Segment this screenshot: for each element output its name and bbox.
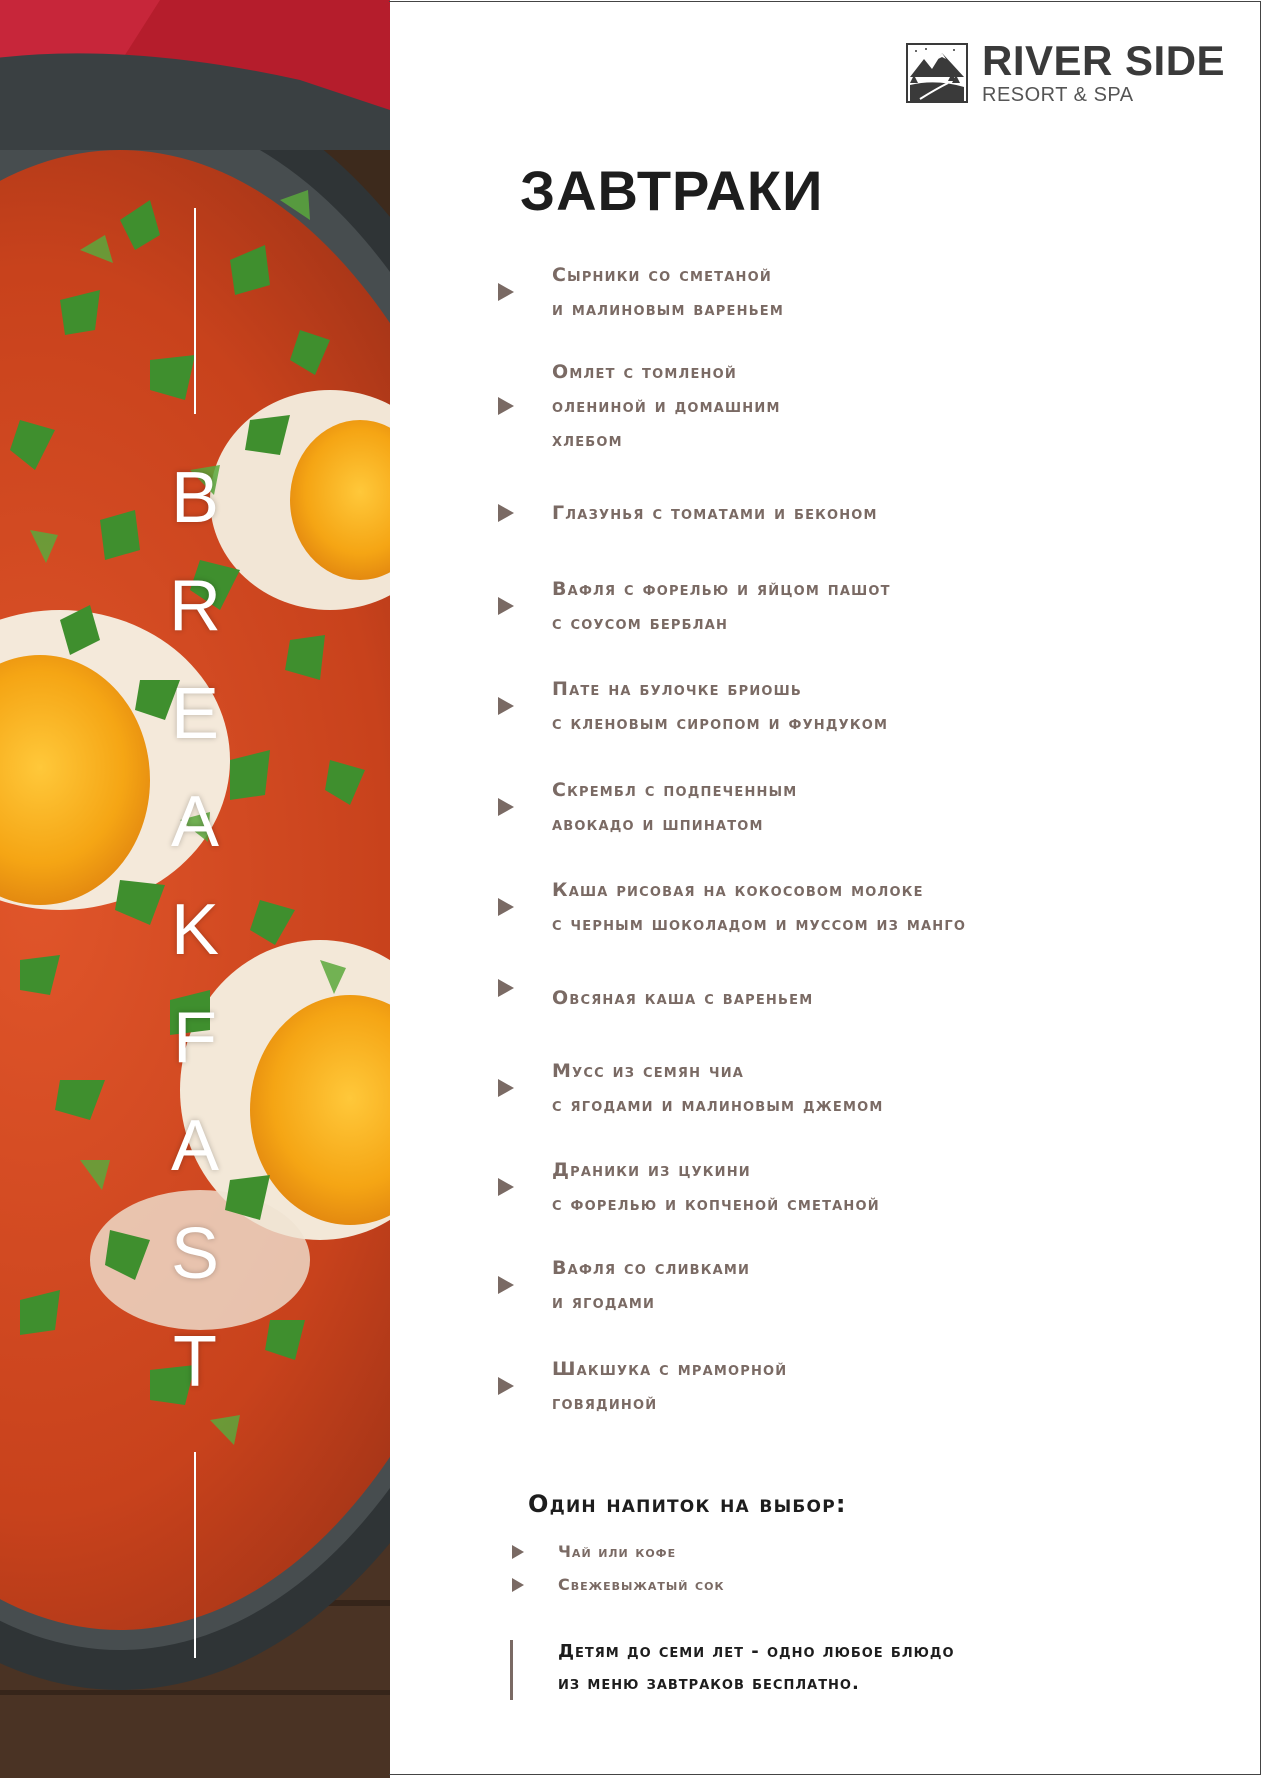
decorative-line-bottom	[194, 1452, 196, 1658]
menu-item	[498, 1153, 1138, 1221]
bullet-arrow-icon	[498, 504, 514, 522]
side-letter: B	[170, 458, 220, 538]
menu-item-line: с соусом берблан	[552, 612, 729, 634]
menu-item-line: авокадо и шпинатом	[552, 813, 764, 835]
menu-item	[498, 1251, 1138, 1319]
side-letter: T	[173, 1322, 217, 1402]
bullet-arrow-icon	[498, 397, 514, 415]
bullet-arrow-icon	[498, 798, 514, 816]
drink-label: Чай или кофе	[558, 1542, 677, 1561]
side-letter: A	[170, 1106, 220, 1186]
side-letter: R	[169, 566, 221, 646]
children-note	[558, 1636, 955, 1700]
side-letter: E	[170, 674, 220, 754]
menu-item-line: Каша рисовая на кокосовом молоке	[552, 879, 924, 901]
drink-label: Свежевыжатый сок	[558, 1575, 725, 1594]
menu-item-line: олениной и домашним	[552, 395, 781, 417]
bullet-arrow-icon	[498, 597, 514, 615]
drinks-title: Один напиток на выбор:	[528, 1490, 847, 1518]
drink-item	[512, 1574, 724, 1596]
breakfast-vertical-word	[150, 458, 240, 1434]
menu-item-line: и ягодами	[552, 1291, 656, 1313]
logo-subtitle: RESORT & SPA	[982, 84, 1134, 106]
menu-item-line: Вафля с форелью и яйцом пашот	[552, 578, 891, 600]
menu-item	[498, 572, 1138, 640]
note-line: Детям до семи лет - одно любое блюдо	[558, 1641, 955, 1662]
menu-item-line: Шакшука с мраморной	[552, 1358, 788, 1380]
menu-item-line: Мусс из семян чиа	[552, 1060, 745, 1082]
bullet-arrow-icon	[498, 1079, 514, 1097]
menu-item	[498, 355, 1138, 457]
menu-item	[498, 773, 1138, 841]
note-line: из меню завтраков бесплатно.	[558, 1673, 860, 1694]
menu-item-line: Сырники со сметаной	[552, 264, 772, 286]
menu-item	[498, 496, 1138, 530]
menu-item-line: с кленовым сиропом и фундуком	[552, 712, 889, 734]
menu-item-line: Скрембл с подпеченным	[552, 779, 798, 801]
bullet-arrow-icon	[498, 283, 514, 301]
menu-item-line: Пате на булочке бриошь	[552, 678, 803, 700]
menu-item	[498, 1352, 1138, 1420]
menu-item-line: с ягодами и малиновым джемом	[552, 1094, 884, 1116]
drink-item	[512, 1541, 676, 1563]
bullet-arrow-icon	[498, 979, 514, 997]
bullet-arrow-icon	[512, 1545, 524, 1559]
bullet-arrow-icon	[498, 1276, 514, 1294]
side-letter: F	[173, 998, 217, 1078]
menu-item	[498, 1054, 1138, 1122]
resort-logo	[906, 37, 1226, 106]
menu-item-line: и малиновым вареньем	[552, 298, 785, 320]
side-letter: S	[170, 1214, 220, 1294]
menu-item-line: Глазунья с томатами и беконом	[552, 502, 878, 524]
bullet-arrow-icon	[498, 898, 514, 916]
logo-name: RIVER SIDE	[982, 37, 1226, 84]
menu-item-line: говядиной	[552, 1392, 658, 1414]
bullet-arrow-icon	[498, 697, 514, 715]
menu-item-line: хлебом	[552, 429, 623, 451]
decorative-line-top	[194, 208, 196, 414]
menu-title: ЗАВТРАКИ	[520, 159, 824, 222]
menu-item-line: с черным шоколадом и муссом из манго	[552, 913, 967, 935]
menu-item-line: Омлет с томленой	[552, 361, 737, 383]
menu-item	[498, 981, 1138, 1015]
breakfast-photo	[0, 0, 390, 1778]
bullet-arrow-icon	[512, 1578, 524, 1592]
menu-item	[498, 672, 1138, 740]
mountain-forest-icon	[906, 43, 968, 103]
menu-item	[498, 258, 1138, 326]
bullet-arrow-icon	[498, 1178, 514, 1196]
menu-item-line: Драники из цукини	[552, 1159, 751, 1181]
bullet-arrow-icon	[498, 1377, 514, 1395]
side-letter: K	[170, 890, 220, 970]
menu-item	[498, 873, 1138, 941]
side-letter: A	[170, 782, 220, 862]
menu-item-line: Овсяная каша с вареньем	[552, 987, 814, 1009]
note-accent-bar	[510, 1640, 513, 1700]
menu-item-line: Вафля со сливками	[552, 1257, 751, 1279]
menu-item-line: с форелью и копченой сметаной	[552, 1193, 880, 1215]
